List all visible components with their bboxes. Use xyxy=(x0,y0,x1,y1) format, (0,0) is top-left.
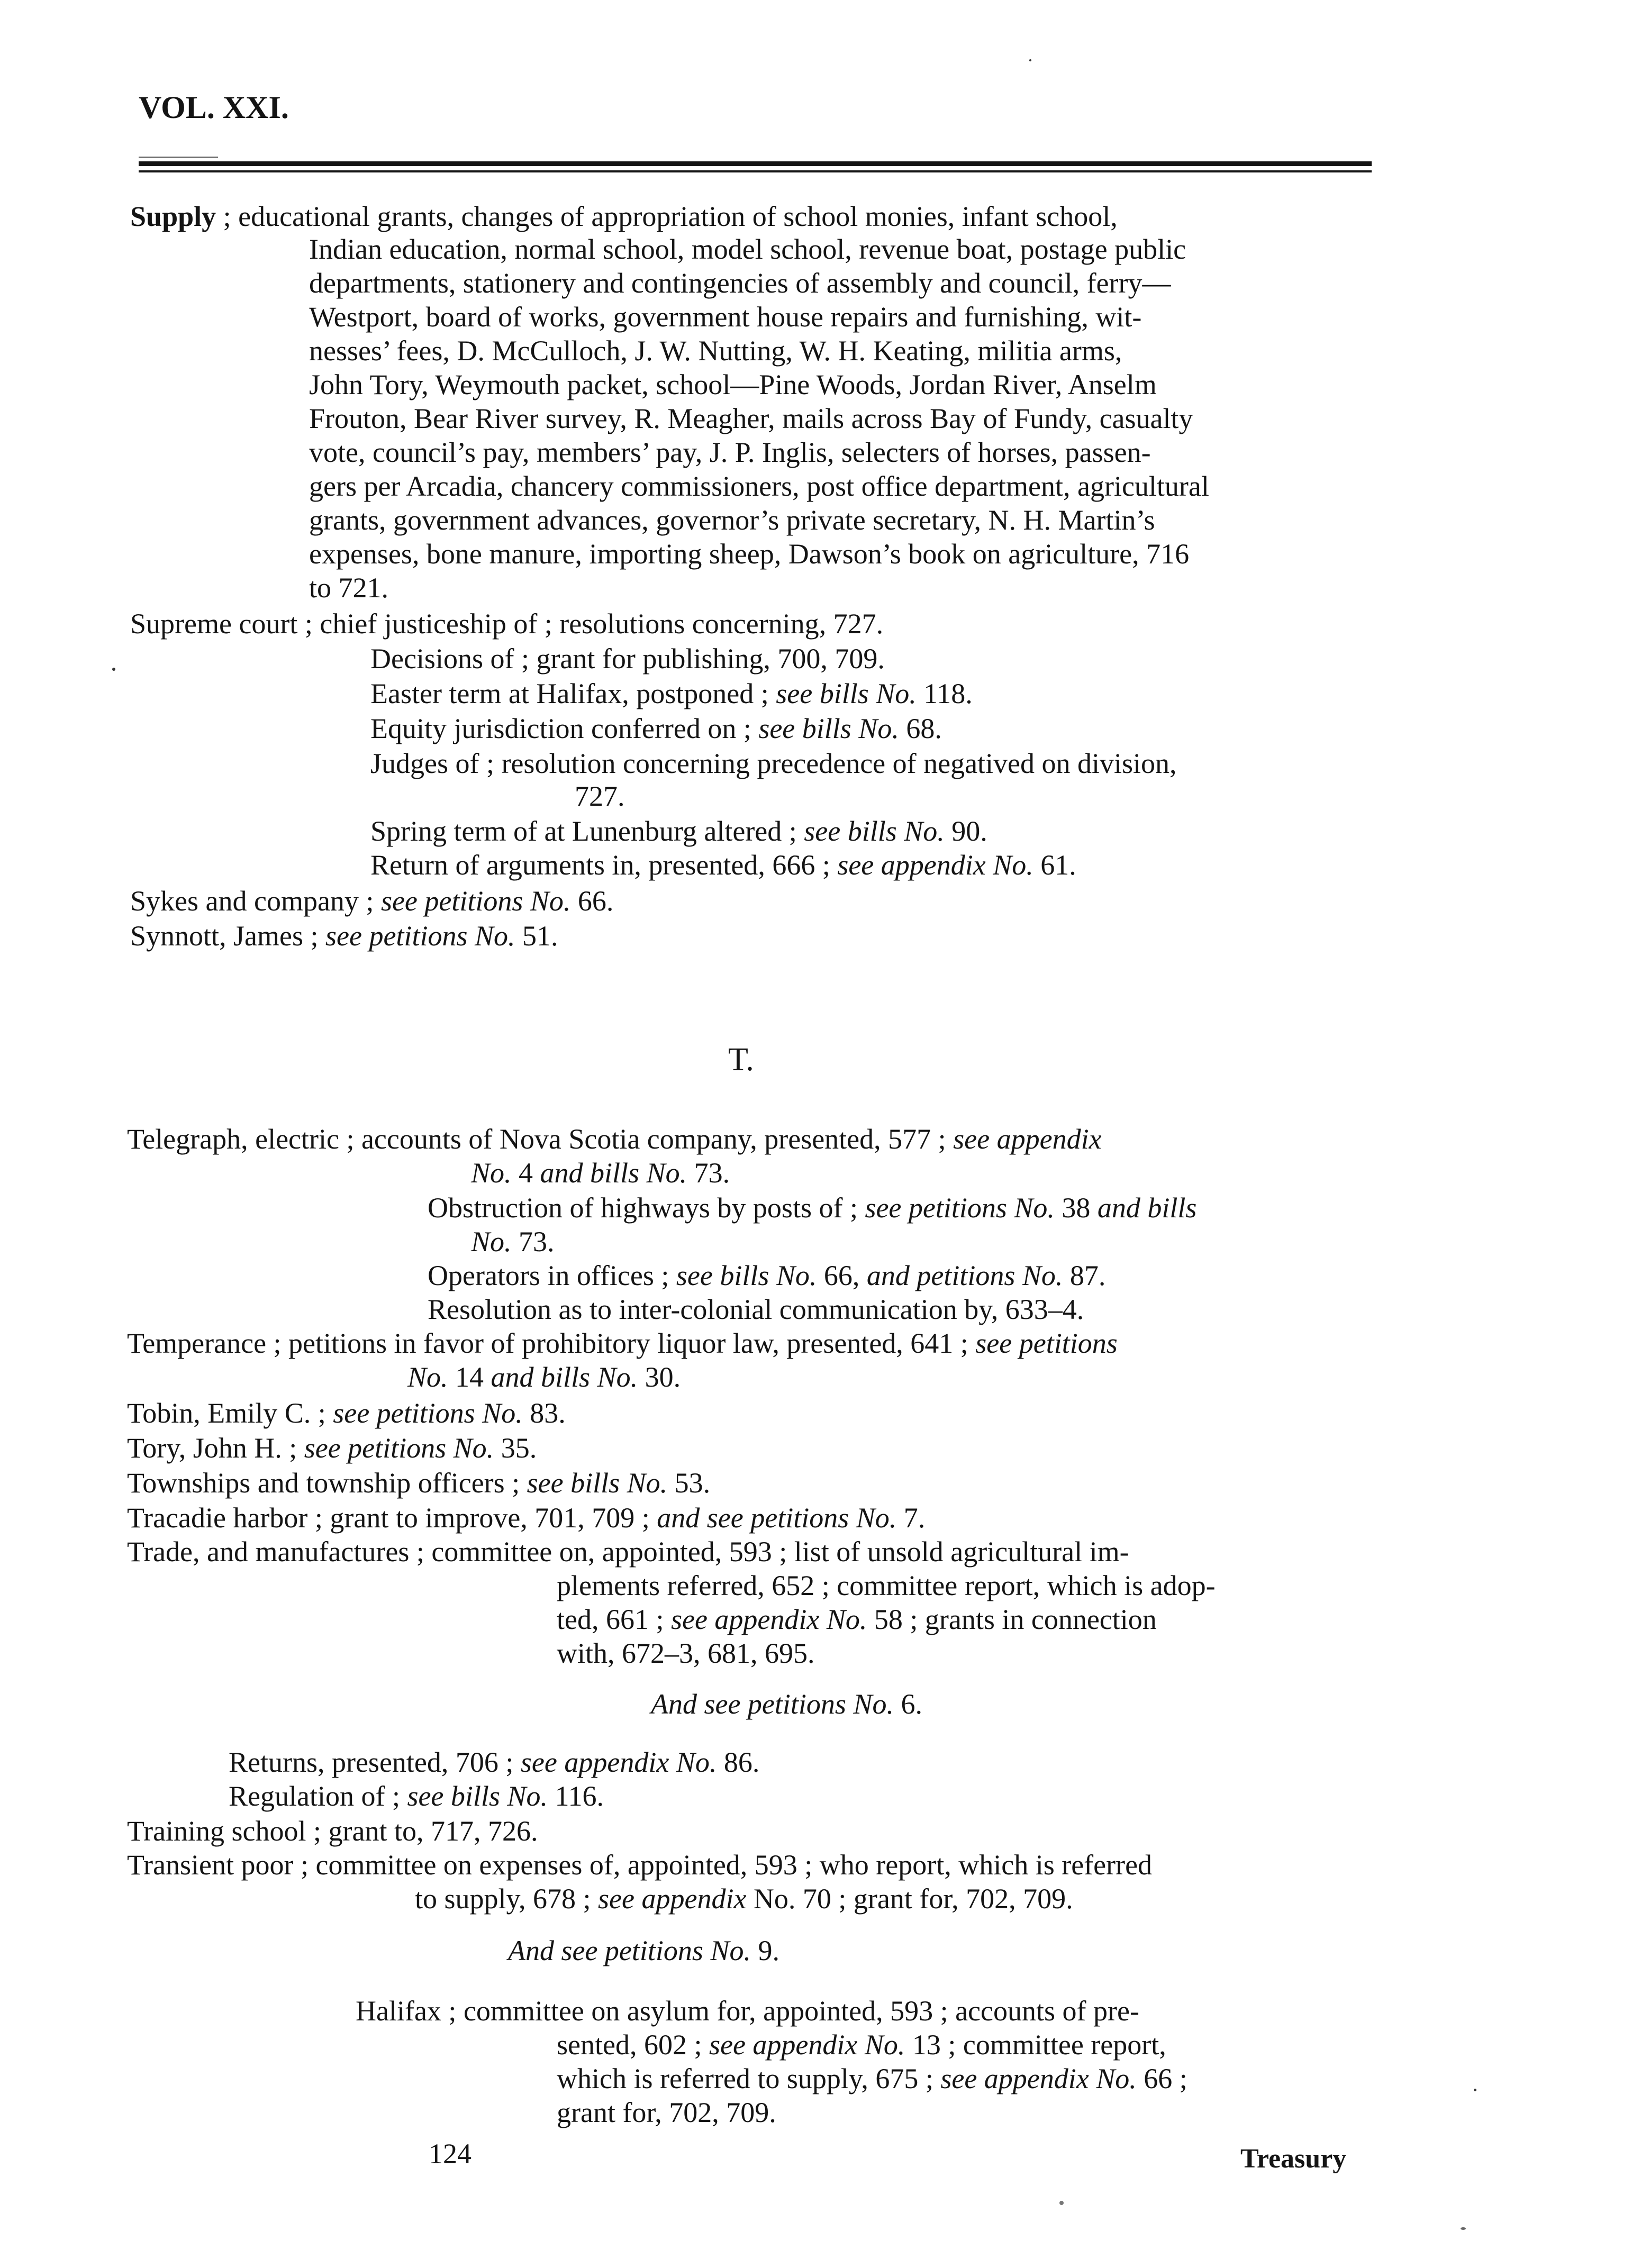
catchword: Treasury xyxy=(1240,2144,1347,2174)
halifax-line-3 xyxy=(557,2062,1187,2095)
trade-line-4: with, 672–3, 681, 695. xyxy=(557,1637,815,1669)
supreme-court-decisions: Decisions of ; grant for publishing, 700, 709. xyxy=(370,643,885,675)
trade-l1-text: committee on, appointed, 593 ; list of unsold agricultural im- xyxy=(431,1536,1129,1568)
telegraph-l3-ref: see petitions No. xyxy=(865,1192,1055,1224)
supply-line-6: John Tory, Weymouth packet, school—Pine Woods, Jordan River, Anselm xyxy=(309,369,1157,400)
telegraph-l1-ref: see appendix xyxy=(953,1123,1102,1155)
entry-tracadie xyxy=(127,1501,925,1534)
halifax-l2-ref: see appendix No. xyxy=(709,2029,905,2061)
halifax-term: Halifax ; xyxy=(356,1995,457,2027)
entry-tobin xyxy=(127,1397,566,1429)
temperance-line-1 xyxy=(127,1327,1118,1360)
transient-and-see xyxy=(508,1934,779,1967)
transient-l2-ref: see appendix xyxy=(598,1883,747,1915)
supply-line-1 xyxy=(130,200,1118,233)
trade-and-see xyxy=(651,1688,922,1720)
supreme-court-term: Supreme court ; xyxy=(130,608,313,640)
trade-line-2: plements referred, 652 ; committee report, which is adop- xyxy=(557,1570,1216,1601)
supply-line-7: Frouton, Bear River survey, R. Meagher, mails across Bay of Fundy, casualty xyxy=(309,403,1193,434)
supreme-court-easter xyxy=(370,677,973,710)
supreme-court-judges-cont: 727. xyxy=(575,780,625,812)
telegraph-l3-ref2: and bills xyxy=(1097,1192,1197,1224)
trade-l3-ref: see appendix No. xyxy=(670,1604,867,1635)
temperance-l2-num: 14 xyxy=(455,1361,484,1393)
supply-line-10: grants, government advances, governor’s private secretary, N. H. Martin’s xyxy=(309,504,1155,536)
telegraph-line-6: Resolution as to inter-colonial communication by, 633–4. xyxy=(428,1294,1084,1325)
page-number: 124 xyxy=(429,2138,472,2170)
equity-num: 68. xyxy=(906,713,942,744)
return-ref: see appendix No. xyxy=(837,849,1033,881)
spring-num: 90. xyxy=(951,815,987,847)
supply-line-9: gers per Arcadia, chancery commissioners, post office department, agricultural xyxy=(309,470,1209,502)
supply-line-4: Westport, board of works, government house repairs and furnishing, wit- xyxy=(309,301,1142,333)
section-letter-t: T. xyxy=(728,1042,754,1078)
sykes-text: Sykes and company ; xyxy=(130,885,374,917)
supply-term: Supply xyxy=(130,201,216,232)
transient-and-see-ref: And see petitions No. xyxy=(508,1935,751,1966)
entry-training: Training school ; grant to, 717, 726. xyxy=(127,1815,538,1847)
tracadie-text: Tracadie harbor ; grant to improve, 701, 709 ; xyxy=(127,1502,650,1534)
spring-text: Spring term of at Lunenburg altered ; xyxy=(370,815,797,847)
tory-text: Tory, John H. ; xyxy=(127,1432,297,1464)
equity-ref: see bills No. xyxy=(758,713,899,744)
tory-ref: see petitions No. xyxy=(304,1432,494,1464)
supreme-court-judges: Judges of ; resolution concerning precedence of negatived on division, xyxy=(370,748,1177,779)
halifax-l3-ref: see appendix No. xyxy=(940,2063,1137,2094)
trade-returns-text: Returns, presented, 706 ; xyxy=(229,1746,514,1778)
synnott-ref: see petitions No. xyxy=(325,920,515,952)
telegraph-l5-ref2: and petitions No. xyxy=(866,1260,1063,1291)
supreme-court-spring xyxy=(370,815,987,848)
header-rule-second xyxy=(139,170,1372,172)
speck-3 xyxy=(1474,2089,1476,2091)
telegraph-line-4 xyxy=(471,1225,555,1258)
trade-regulation xyxy=(229,1780,604,1812)
townships-num: 53. xyxy=(674,1467,711,1499)
halifax-line-4: grant for, 702, 709. xyxy=(557,2097,776,2128)
entry-synnott xyxy=(130,919,558,952)
transient-l2-text: to supply, 678 ; xyxy=(415,1883,591,1915)
entry-townships xyxy=(127,1467,710,1499)
transient-l2-text2: No. 70 ; grant for, 702, 709. xyxy=(753,1883,1073,1915)
easter-ref: see bills No. xyxy=(776,678,917,709)
trade-and-see-ref: And see petitions No. xyxy=(651,1688,894,1720)
supply-line-2: Indian education, normal school, model school, revenue boat, postage public xyxy=(309,233,1186,265)
telegraph-l5-num2: 87. xyxy=(1069,1260,1106,1291)
temperance-l2-num2: 30. xyxy=(645,1361,681,1393)
telegraph-l2-ref: and bills No. xyxy=(540,1157,687,1189)
trade-returns-ref: see appendix No. xyxy=(520,1746,717,1778)
trade-regulation-ref: see bills No. xyxy=(407,1780,548,1812)
supply-line-8: vote, council’s pay, members’ pay, J. P. Inglis, selecters of horses, passen- xyxy=(309,436,1151,468)
townships-ref: see bills No. xyxy=(527,1467,668,1499)
halifax-l1-text: committee on asylum for, appointed, 593 ; accounts of pre- xyxy=(463,1995,1139,2027)
easter-text: Easter term at Halifax, postponed ; xyxy=(370,678,769,709)
temperance-l2-ref: and bills No. xyxy=(491,1361,638,1393)
telegraph-l2-num: 4 xyxy=(519,1157,533,1189)
tobin-ref: see petitions No. xyxy=(333,1397,523,1429)
header-rule-thick xyxy=(139,161,1372,166)
telegraph-l3-text: Obstruction of highways by posts of ; xyxy=(428,1192,858,1224)
speck-2 xyxy=(1029,59,1031,61)
telegraph-l2-num2: 73. xyxy=(694,1157,730,1189)
speck-1 xyxy=(112,668,115,671)
tobin-num: 83. xyxy=(530,1397,566,1429)
sykes-num: 66. xyxy=(577,885,614,917)
sykes-ref: see petitions No. xyxy=(380,885,571,917)
halifax-l2-text2: 13 ; committee report, xyxy=(912,2029,1166,2061)
easter-num: 118. xyxy=(923,678,973,709)
townships-text: Townships and township officers ; xyxy=(127,1467,520,1499)
trade-term: Trade, and manufactures ; xyxy=(127,1536,424,1568)
supreme-court-equity xyxy=(370,712,942,745)
telegraph-l5-num: 66, xyxy=(823,1260,860,1291)
supply-line-12: to 721. xyxy=(309,572,389,604)
telegraph-line-1 xyxy=(127,1123,1102,1155)
telegraph-line-2 xyxy=(471,1156,730,1189)
tobin-text: Tobin, Emily C. ; xyxy=(127,1397,326,1429)
supply-line-5: nesses’ fees, D. McCulloch, J. W. Nutting, W. H. Keating, militia arms, xyxy=(309,335,1122,367)
spring-ref: see bills No. xyxy=(804,815,945,847)
temperance-l2-no: No. xyxy=(407,1361,448,1393)
entry-tory xyxy=(127,1432,537,1464)
supreme-court-chief: chief justiceship of ; resolutions concerning, 727. xyxy=(320,608,884,640)
trade-line-3 xyxy=(557,1603,1157,1636)
synnott-text: Synnott, James ; xyxy=(130,920,319,952)
telegraph-line-5 xyxy=(428,1259,1105,1292)
speck-5 xyxy=(1461,2227,1466,2230)
halifax-line-2 xyxy=(557,2028,1166,2061)
halifax-l3-num: 66 ; xyxy=(1144,2063,1187,2094)
trade-l3-text2: 58 ; grants in connection xyxy=(874,1604,1157,1635)
telegraph-l4-num: 73. xyxy=(519,1226,555,1258)
temperance-line-2 xyxy=(407,1361,681,1393)
equity-text: Equity jurisdiction conferred on ; xyxy=(370,713,751,744)
tory-num: 35. xyxy=(501,1432,537,1464)
halifax-line-1 xyxy=(356,1994,1139,2027)
header-rule-thin xyxy=(139,157,218,158)
entry-sykes xyxy=(130,885,613,917)
supreme-court-line-1 xyxy=(130,607,883,640)
halifax-l3-text: which is referred to supply, 675 ; xyxy=(557,2063,933,2094)
telegraph-l2-no: No. xyxy=(471,1157,512,1189)
transient-line-1: Transient poor ; committee on expenses of, appointed, 593 ; who report, which is referred xyxy=(127,1849,1153,1881)
telegraph-l5-text: Operators in offices ; xyxy=(428,1260,669,1291)
tracadie-ref: and see petitions No. xyxy=(657,1502,897,1534)
telegraph-l3-num: 38 xyxy=(1062,1192,1091,1224)
trade-regulation-text: Regulation of ; xyxy=(229,1780,400,1812)
tracadie-num: 7. xyxy=(903,1502,926,1534)
synnott-num: 51. xyxy=(522,920,558,952)
telegraph-line-3 xyxy=(428,1191,1196,1224)
telegraph-l4-no: No. xyxy=(471,1226,512,1258)
temperance-ref: see petitions xyxy=(975,1327,1118,1359)
trade-line-1 xyxy=(127,1535,1129,1568)
telegraph-l1-text: accounts of Nova Scotia company, presented, 577 ; xyxy=(361,1123,946,1155)
trade-regulation-num: 116. xyxy=(555,1780,604,1812)
return-num: 61. xyxy=(1040,849,1076,881)
telegraph-term: Telegraph, electric ; xyxy=(127,1123,355,1155)
halifax-l2-text: sented, 602 ; xyxy=(557,2029,702,2061)
trade-returns-num: 86. xyxy=(723,1746,760,1778)
telegraph-l5-ref: see bills No. xyxy=(676,1260,817,1291)
supply-line-11: expenses, bone manure, importing sheep, Dawson’s book on agriculture, 716 xyxy=(309,538,1190,570)
supreme-court-return xyxy=(370,849,1076,881)
volume-header: VOL. XXI. xyxy=(139,90,289,125)
speck-4 xyxy=(1059,2201,1064,2205)
return-text: Return of arguments in, presented, 666 ; xyxy=(370,849,830,881)
transient-line-2 xyxy=(415,1882,1073,1915)
supply-line-1-text: ; educational grants, changes of appropriation of school monies, infant school, xyxy=(223,201,1118,232)
temperance-text: Temperance ; petitions in favor of prohibitory liquor law, presented, 641 ; xyxy=(127,1327,968,1359)
supply-line-3: departments, stationery and contingencies of assembly and council, ferry— xyxy=(309,267,1171,299)
trade-returns xyxy=(229,1746,759,1779)
transient-and-see-num: 9. xyxy=(758,1935,779,1966)
trade-l3-text: ted, 661 ; xyxy=(557,1604,664,1635)
trade-and-see-num: 6. xyxy=(901,1688,922,1720)
